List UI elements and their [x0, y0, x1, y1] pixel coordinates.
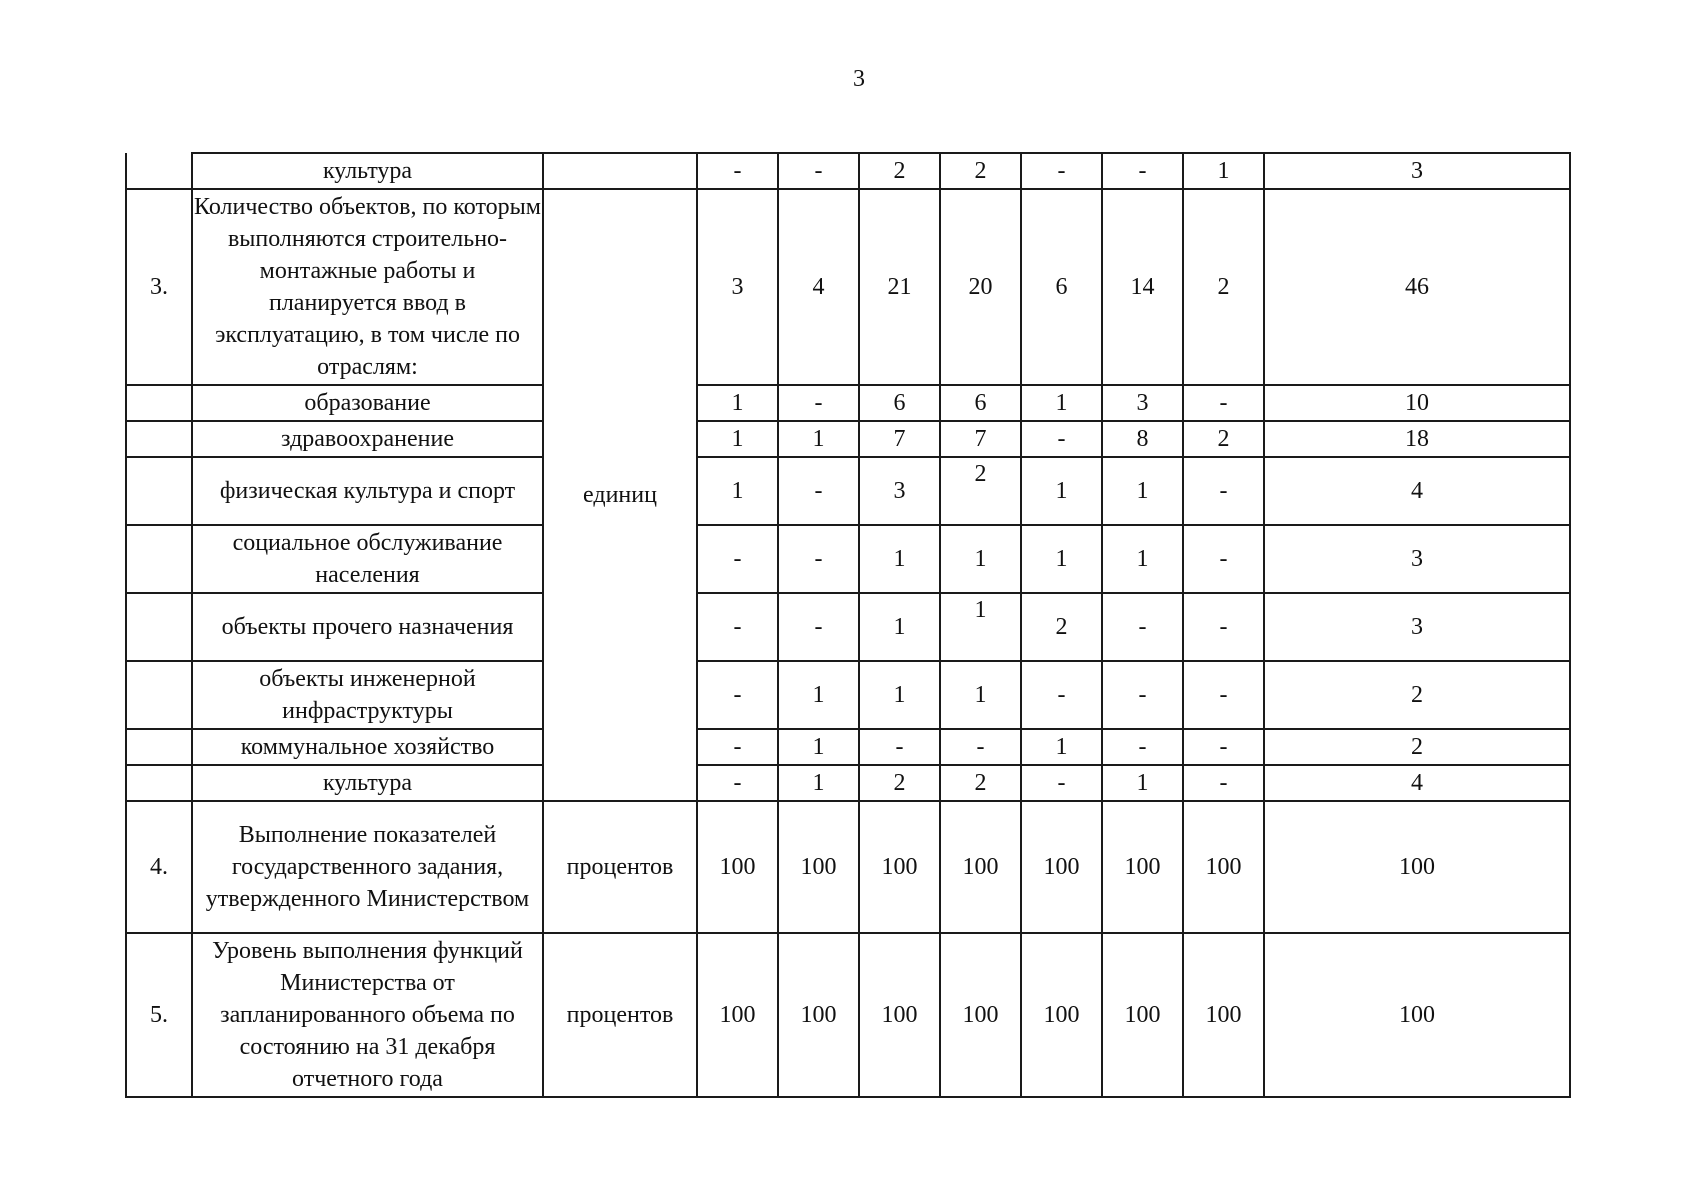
row-number: 5.: [126, 933, 192, 1097]
value-cell: 100: [1183, 801, 1264, 933]
value-cell: 1: [1102, 765, 1183, 801]
unit-cell: процентов: [543, 801, 697, 933]
row-label: социальное обслуживание населения: [192, 525, 543, 593]
row-number: [126, 525, 192, 593]
value-cell: 2: [940, 457, 1021, 525]
value-cell: 2: [940, 765, 1021, 801]
value-cell: 100: [1021, 933, 1102, 1097]
row-label: культура: [192, 153, 543, 189]
value-cell: 1: [859, 593, 940, 661]
row-label: коммунальное хозяйство: [192, 729, 543, 765]
value-cell: -: [778, 593, 859, 661]
row-number: [126, 153, 192, 189]
value-cell: 6: [940, 385, 1021, 421]
value-cell: 100: [859, 801, 940, 933]
value-cell: 1: [1021, 457, 1102, 525]
value-cell: -: [697, 153, 778, 189]
value-cell: 1: [1021, 385, 1102, 421]
value-cell: -: [778, 385, 859, 421]
table-row: [126, 421, 1570, 457]
value-cell: -: [1183, 661, 1264, 729]
value-cell: 1: [778, 661, 859, 729]
row-label: Количество объектов, по которым выполняются строительно-монтажные работы и планируется ввод в эксплуатацию, в том числе по отраслям:: [192, 189, 543, 385]
value-cell: 100: [1021, 801, 1102, 933]
value-cell: -: [697, 765, 778, 801]
row-number: [126, 385, 192, 421]
row-label: объекты прочего назначения: [192, 593, 543, 661]
row-number: 3.: [126, 189, 192, 385]
value-cell: 1: [859, 661, 940, 729]
value-cell: 100: [1102, 801, 1183, 933]
value-cell: 1: [1102, 457, 1183, 525]
value-cell: 100: [778, 933, 859, 1097]
row-number: [126, 457, 192, 525]
table-row: [126, 765, 1570, 801]
value-cell: -: [778, 153, 859, 189]
value-cell: 3: [859, 457, 940, 525]
value-cell: 1: [940, 661, 1021, 729]
value-cell: 2: [1264, 729, 1570, 765]
row-number: 4.: [126, 801, 192, 933]
table-row: [126, 661, 1570, 729]
value-cell: 20: [940, 189, 1021, 385]
value-cell: 1: [697, 385, 778, 421]
table-row: [126, 593, 1570, 661]
value-cell: 2: [859, 153, 940, 189]
value-cell: -: [1183, 457, 1264, 525]
value-cell: 7: [859, 421, 940, 457]
value-cell: 1: [778, 765, 859, 801]
value-cell: 3: [1102, 385, 1183, 421]
row-number: [126, 729, 192, 765]
value-cell: 100: [940, 801, 1021, 933]
value-cell: 4: [1264, 765, 1570, 801]
value-cell: -: [1102, 153, 1183, 189]
row-number: [126, 765, 192, 801]
value-cell: -: [1021, 661, 1102, 729]
value-cell: 2: [1264, 661, 1570, 729]
table-row: [126, 801, 1570, 933]
value-cell: -: [1183, 729, 1264, 765]
value-cell: -: [1183, 525, 1264, 593]
value-cell: -: [1102, 661, 1183, 729]
value-cell: -: [697, 593, 778, 661]
value-cell: 1: [940, 525, 1021, 593]
value-cell: 1: [778, 729, 859, 765]
value-cell: 4: [1264, 457, 1570, 525]
value-cell: -: [1183, 593, 1264, 661]
value-cell: -: [1102, 593, 1183, 661]
row-number: [126, 661, 192, 729]
value-cell: 1: [778, 421, 859, 457]
page-number: 3: [853, 66, 865, 92]
value-cell: 100: [1264, 933, 1570, 1097]
value-cell: 2: [940, 153, 1021, 189]
value-cell: 1: [697, 421, 778, 457]
value-cell: 2: [1021, 593, 1102, 661]
unit-cell: единиц: [543, 189, 697, 801]
value-cell: 3: [1264, 525, 1570, 593]
value-cell: 2: [1183, 189, 1264, 385]
value-cell: 7: [940, 421, 1021, 457]
row-label: образование: [192, 385, 543, 421]
value-cell: 14: [1102, 189, 1183, 385]
value-cell: 1: [1021, 525, 1102, 593]
table-row: [126, 729, 1570, 765]
row-label: Уровень выполнения функций Министерства от запланированного объема по состоянию на 31 декабря отчетного года: [192, 933, 543, 1097]
value-cell: 1: [697, 457, 778, 525]
value-cell: 3: [1264, 153, 1570, 189]
value-cell: 2: [859, 765, 940, 801]
unit-cell: процентов: [543, 933, 697, 1097]
value-cell: 46: [1264, 189, 1570, 385]
row-label: здравоохранение: [192, 421, 543, 457]
value-cell: -: [1183, 765, 1264, 801]
value-cell: -: [1183, 385, 1264, 421]
indicator-table: [125, 152, 1569, 1098]
value-cell: 100: [940, 933, 1021, 1097]
value-cell: 1: [1102, 525, 1183, 593]
value-cell: -: [940, 729, 1021, 765]
table-row: [126, 457, 1570, 525]
value-cell: 100: [778, 801, 859, 933]
table-row: [126, 385, 1570, 421]
table-row: [126, 933, 1570, 1097]
indicator-table-grid: [125, 152, 1571, 1098]
value-cell: -: [697, 661, 778, 729]
value-cell: 21: [859, 189, 940, 385]
table-row: [126, 189, 1570, 385]
row-number: [126, 593, 192, 661]
value-cell: -: [1021, 153, 1102, 189]
value-cell: 3: [697, 189, 778, 385]
value-cell: 100: [1102, 933, 1183, 1097]
value-cell: -: [1021, 421, 1102, 457]
value-cell: 100: [697, 801, 778, 933]
value-cell: 3: [1264, 593, 1570, 661]
value-cell: 1: [859, 525, 940, 593]
value-cell: -: [778, 457, 859, 525]
value-cell: 6: [859, 385, 940, 421]
value-cell: 100: [1183, 933, 1264, 1097]
value-cell: 6: [1021, 189, 1102, 385]
value-cell: 1: [1021, 729, 1102, 765]
table-row: [126, 153, 1570, 189]
value-cell: -: [859, 729, 940, 765]
value-cell: -: [1021, 765, 1102, 801]
value-cell: -: [1102, 729, 1183, 765]
value-cell: -: [697, 525, 778, 593]
value-cell: -: [697, 729, 778, 765]
value-cell: -: [778, 525, 859, 593]
value-cell: 8: [1102, 421, 1183, 457]
value-cell: 18: [1264, 421, 1570, 457]
row-label: Выполнение показателей государственного задания, утвержденного Министерством: [192, 801, 543, 933]
value-cell: 1: [1183, 153, 1264, 189]
row-label: физическая культура и спорт: [192, 457, 543, 525]
value-cell: 1: [940, 593, 1021, 661]
table-row: [126, 525, 1570, 593]
value-cell: 4: [778, 189, 859, 385]
unit-cell: [543, 153, 697, 189]
row-number: [126, 421, 192, 457]
value-cell: 100: [697, 933, 778, 1097]
value-cell: 10: [1264, 385, 1570, 421]
value-cell: 100: [859, 933, 940, 1097]
value-cell: 2: [1183, 421, 1264, 457]
row-label: объекты инженерной инфраструктуры: [192, 661, 543, 729]
row-label: культура: [192, 765, 543, 801]
value-cell: 100: [1264, 801, 1570, 933]
